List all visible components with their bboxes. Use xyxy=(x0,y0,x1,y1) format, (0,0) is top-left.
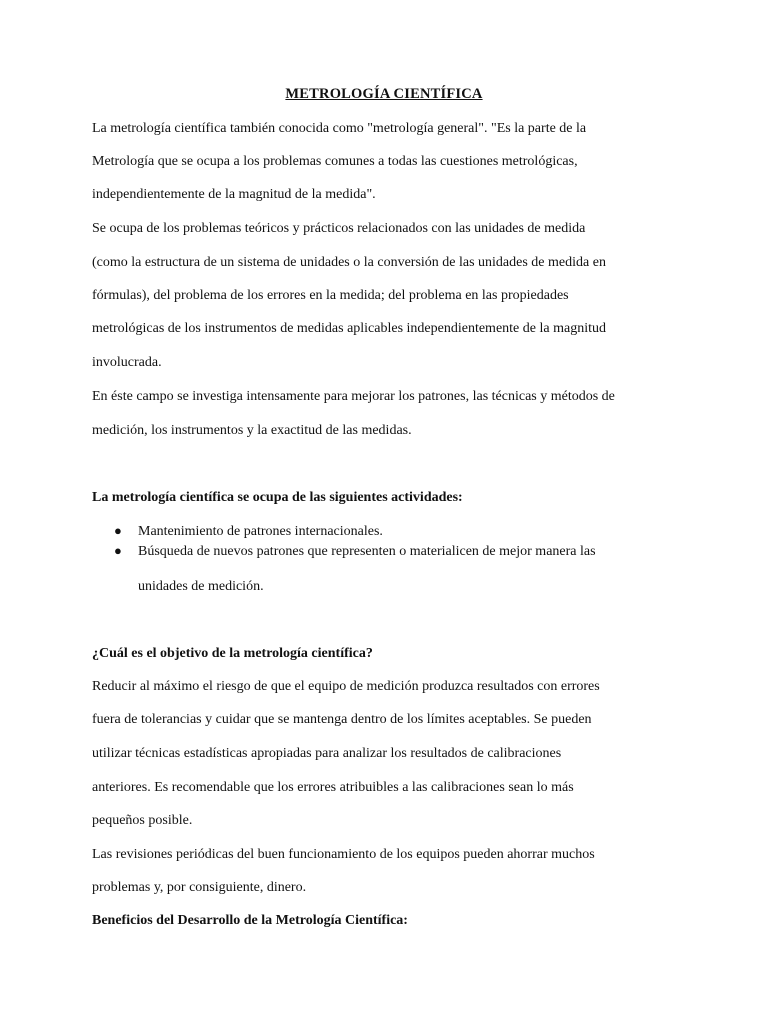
objective-line: utilizar técnicas estadísticas apropiadas para analizar los resultados de calibraciones xyxy=(92,746,562,761)
intro-line: En éste campo se investiga intensamente para mejorar los patrones, las técnicas y métodos de xyxy=(92,389,615,404)
objective-line: fuera de tolerancias y cuidar que se mantenga dentro de los límites aceptables. Se pueden xyxy=(92,712,592,727)
intro-line: (como la estructura de un sistema de unidades o la conversión de las unidades de medida en xyxy=(92,255,606,270)
intro-line: metrológicas de los instrumentos de medidas aplicables independientemente de la magnitud xyxy=(92,321,606,336)
intro-line: involucrada. xyxy=(92,355,162,370)
intro-line: fórmulas), del problema de los errores en la medida; del problema en las propiedades xyxy=(92,288,569,303)
intro-line: medición, los instrumentos y la exactitud de las medidas. xyxy=(92,423,412,438)
bullet-item: Búsqueda de nuevos patrones que representen o materialicen de mejor manera las xyxy=(138,544,596,559)
objective-line: pequeños posible. xyxy=(92,813,193,828)
page-title: METROLOGÍA CIENTÍFICA xyxy=(285,86,483,102)
bullet-icon: ● xyxy=(114,523,122,538)
objective-line: Reducir al máximo el riesgo de que el equipo de medición produzca resultados con errores xyxy=(92,679,600,694)
bullet-item-continuation: unidades de medición. xyxy=(138,579,264,594)
benefits-heading: Beneficios del Desarrollo de la Metrología Científica: xyxy=(92,913,408,928)
bullet-item: Mantenimiento de patrones internacionales. xyxy=(138,524,383,539)
intro-line: La metrología científica también conocida como "metrología general". "Es la parte de la xyxy=(92,121,587,136)
objective-heading: ¿Cuál es el objetivo de la metrología científica? xyxy=(92,646,373,661)
intro-line: Metrología que se ocupa a los problemas comunes a todas las cuestiones metrológicas, xyxy=(92,154,578,169)
intro-line: independientemente de la magnitud de la medida". xyxy=(92,187,376,202)
objective-line: Las revisiones periódicas del buen funcionamiento de los equipos pueden ahorrar muchos xyxy=(92,847,595,862)
intro-line: Se ocupa de los problemas teóricos y prácticos relacionados con las unidades de medida xyxy=(92,221,586,236)
objective-line: anteriores. Es recomendable que los errores atribuibles a las calibraciones sean lo más xyxy=(92,780,574,795)
activities-heading: La metrología científica se ocupa de las siguientes actividades: xyxy=(92,490,463,505)
bullet-icon: ● xyxy=(114,543,122,558)
objective-line: problemas y, por consiguiente, dinero. xyxy=(92,880,307,895)
